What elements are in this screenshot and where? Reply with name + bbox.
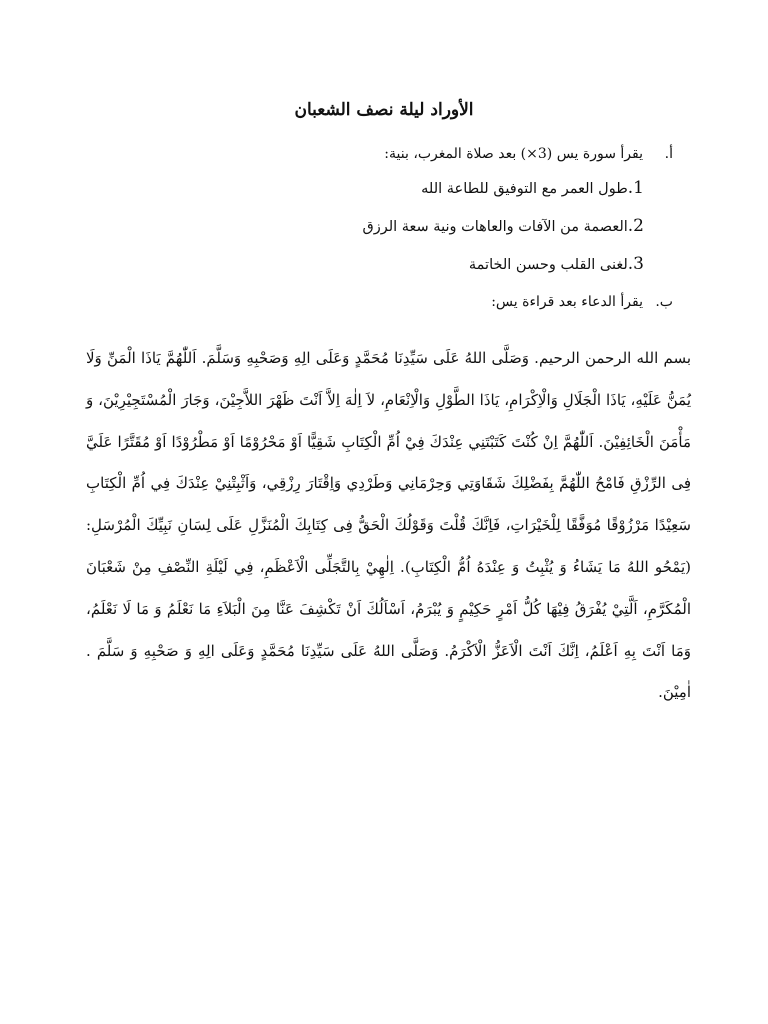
intention-item bbox=[469, 254, 644, 274]
intention-item bbox=[362, 216, 644, 236]
intention-text: لغنى القلب وحسن الخاتمة bbox=[468, 257, 628, 273]
intention-text: العصمة من الآفات والعاهات ونية سعة الرزق bbox=[362, 219, 628, 235]
prayer-text: بسم الله الرحمن الرحيم. وَصَلَّى اللهُ عَلَى سَيِّدِنَا مُحَمَّدٍ وَعَلَى الِهِ وَصَحْبِهِ وَسَلَّمَ. اَللّٰهُمَّ يَاذَا الْمَنِّ وَلَا يُمَنُّ عَلَيْهِ، يَاذَا الْجَلَالِ وَالْاِكْرَامِ، يَاذَا الطَّوْلِ وَالْاِنْعَامِ، لاَ اِلٰهَ اِلاَّ اَنْتَ ظَهْرَ اللاَّجِيْنَ، وَجَارَ الْمُسْتَجِيْرِيْنَ، وَ مَأْمَنَ الْخَائِفِيْنَ. اَللّٰهُمَّ اِنْ كُنْتَ كَتَبْتَنِي عِنْدَكَ فِيْ اُمِّ الْكِتَابِ شَقِيًّا اَوْ مَحْرُوْمًا اَوْ مَطْرُوْدًا اَوْ مُقَتَّرًا عَلَيَّ فِى الرِّزْقِ فَامْحُ اللّٰهُمَّ بِفَضْلِكَ شَقَاوَتِي وَحِرْمَانِي وَطَرْدِي وَاِقْتَارَ رِزْقِي، وَاَثْبِتْنِيْ عِنْدَكَ فِي اُمِّ الْكِتَابِ سَعِيْدًا مَرْزُوْقًا مُوَفَّقًا لِلْخَيْرَاتِ، فَاِنَّكَ قُلْتَ وَقَوْلُكَ الْحَقُّ فِى كِتَابِكَ الْمُنَزَّلِ عَلَى لِسَانِ نَبِيِّكَ الْمُرْسَلِ: (يَمْحُو اللهُ مَا يَشَاءُ وَ يُثْبِتُ وَ عِنْدَهُ اُمُّ الْكِتَابِ). اِلٰهِيْ بِالتَّجَلِّى الْاَعْظَمِ، فِي لَيْلَةِ النِّصْفِ مِنْ شَعْبَانَ الْمُكَرَّمِ، اَلَّتِيْ يُفْرَقُ فِيْهَا كُلُّ اَمْرٍ حَكِيْمٍ وَ يُبْرَمُ، اَسْاَلُكَ اَنْ تَكْشِفَ عَنَّا مِنَ الْبَلاَءِ مَا نَعْلَمُ وَ مَا لَا نَعْلَمُ، وَمَا اَنْتَ بِهِ اَعْلَمُ، اِنَّكَ اَنْتَ الْاَعَزُّ الْاَكْرَمُ. وَصَلَّى اللهُ عَلَى سَيِّدِنَا مُحَمَّدٍ وَعَلَى الِهِ وَ صَحْبِهِ وَ سَلَّمَ . اٰمِيْنَ. bbox=[86, 349, 691, 702]
document-title: الأوراد ليلة نصف الشعبان bbox=[294, 100, 474, 120]
instruction-a-text: يقرأ سورة يس (3×) بعد صلاة المغرب، بنية: bbox=[384, 146, 643, 162]
intention-number: 3. bbox=[627, 254, 644, 274]
instruction-a-marker: أ. bbox=[664, 146, 673, 162]
instruction-b bbox=[491, 294, 673, 310]
instruction-a bbox=[384, 146, 673, 162]
intention-item bbox=[421, 178, 644, 198]
intention-number: 1. bbox=[627, 178, 644, 198]
instruction-b-text: يقرأ الدعاء بعد قراءة يس: bbox=[491, 294, 643, 310]
instruction-b-marker: ب. bbox=[655, 294, 673, 310]
intention-text: طول العمر مع التوفيق للطاعة الله bbox=[421, 181, 628, 197]
intention-number: 2. bbox=[627, 216, 644, 236]
